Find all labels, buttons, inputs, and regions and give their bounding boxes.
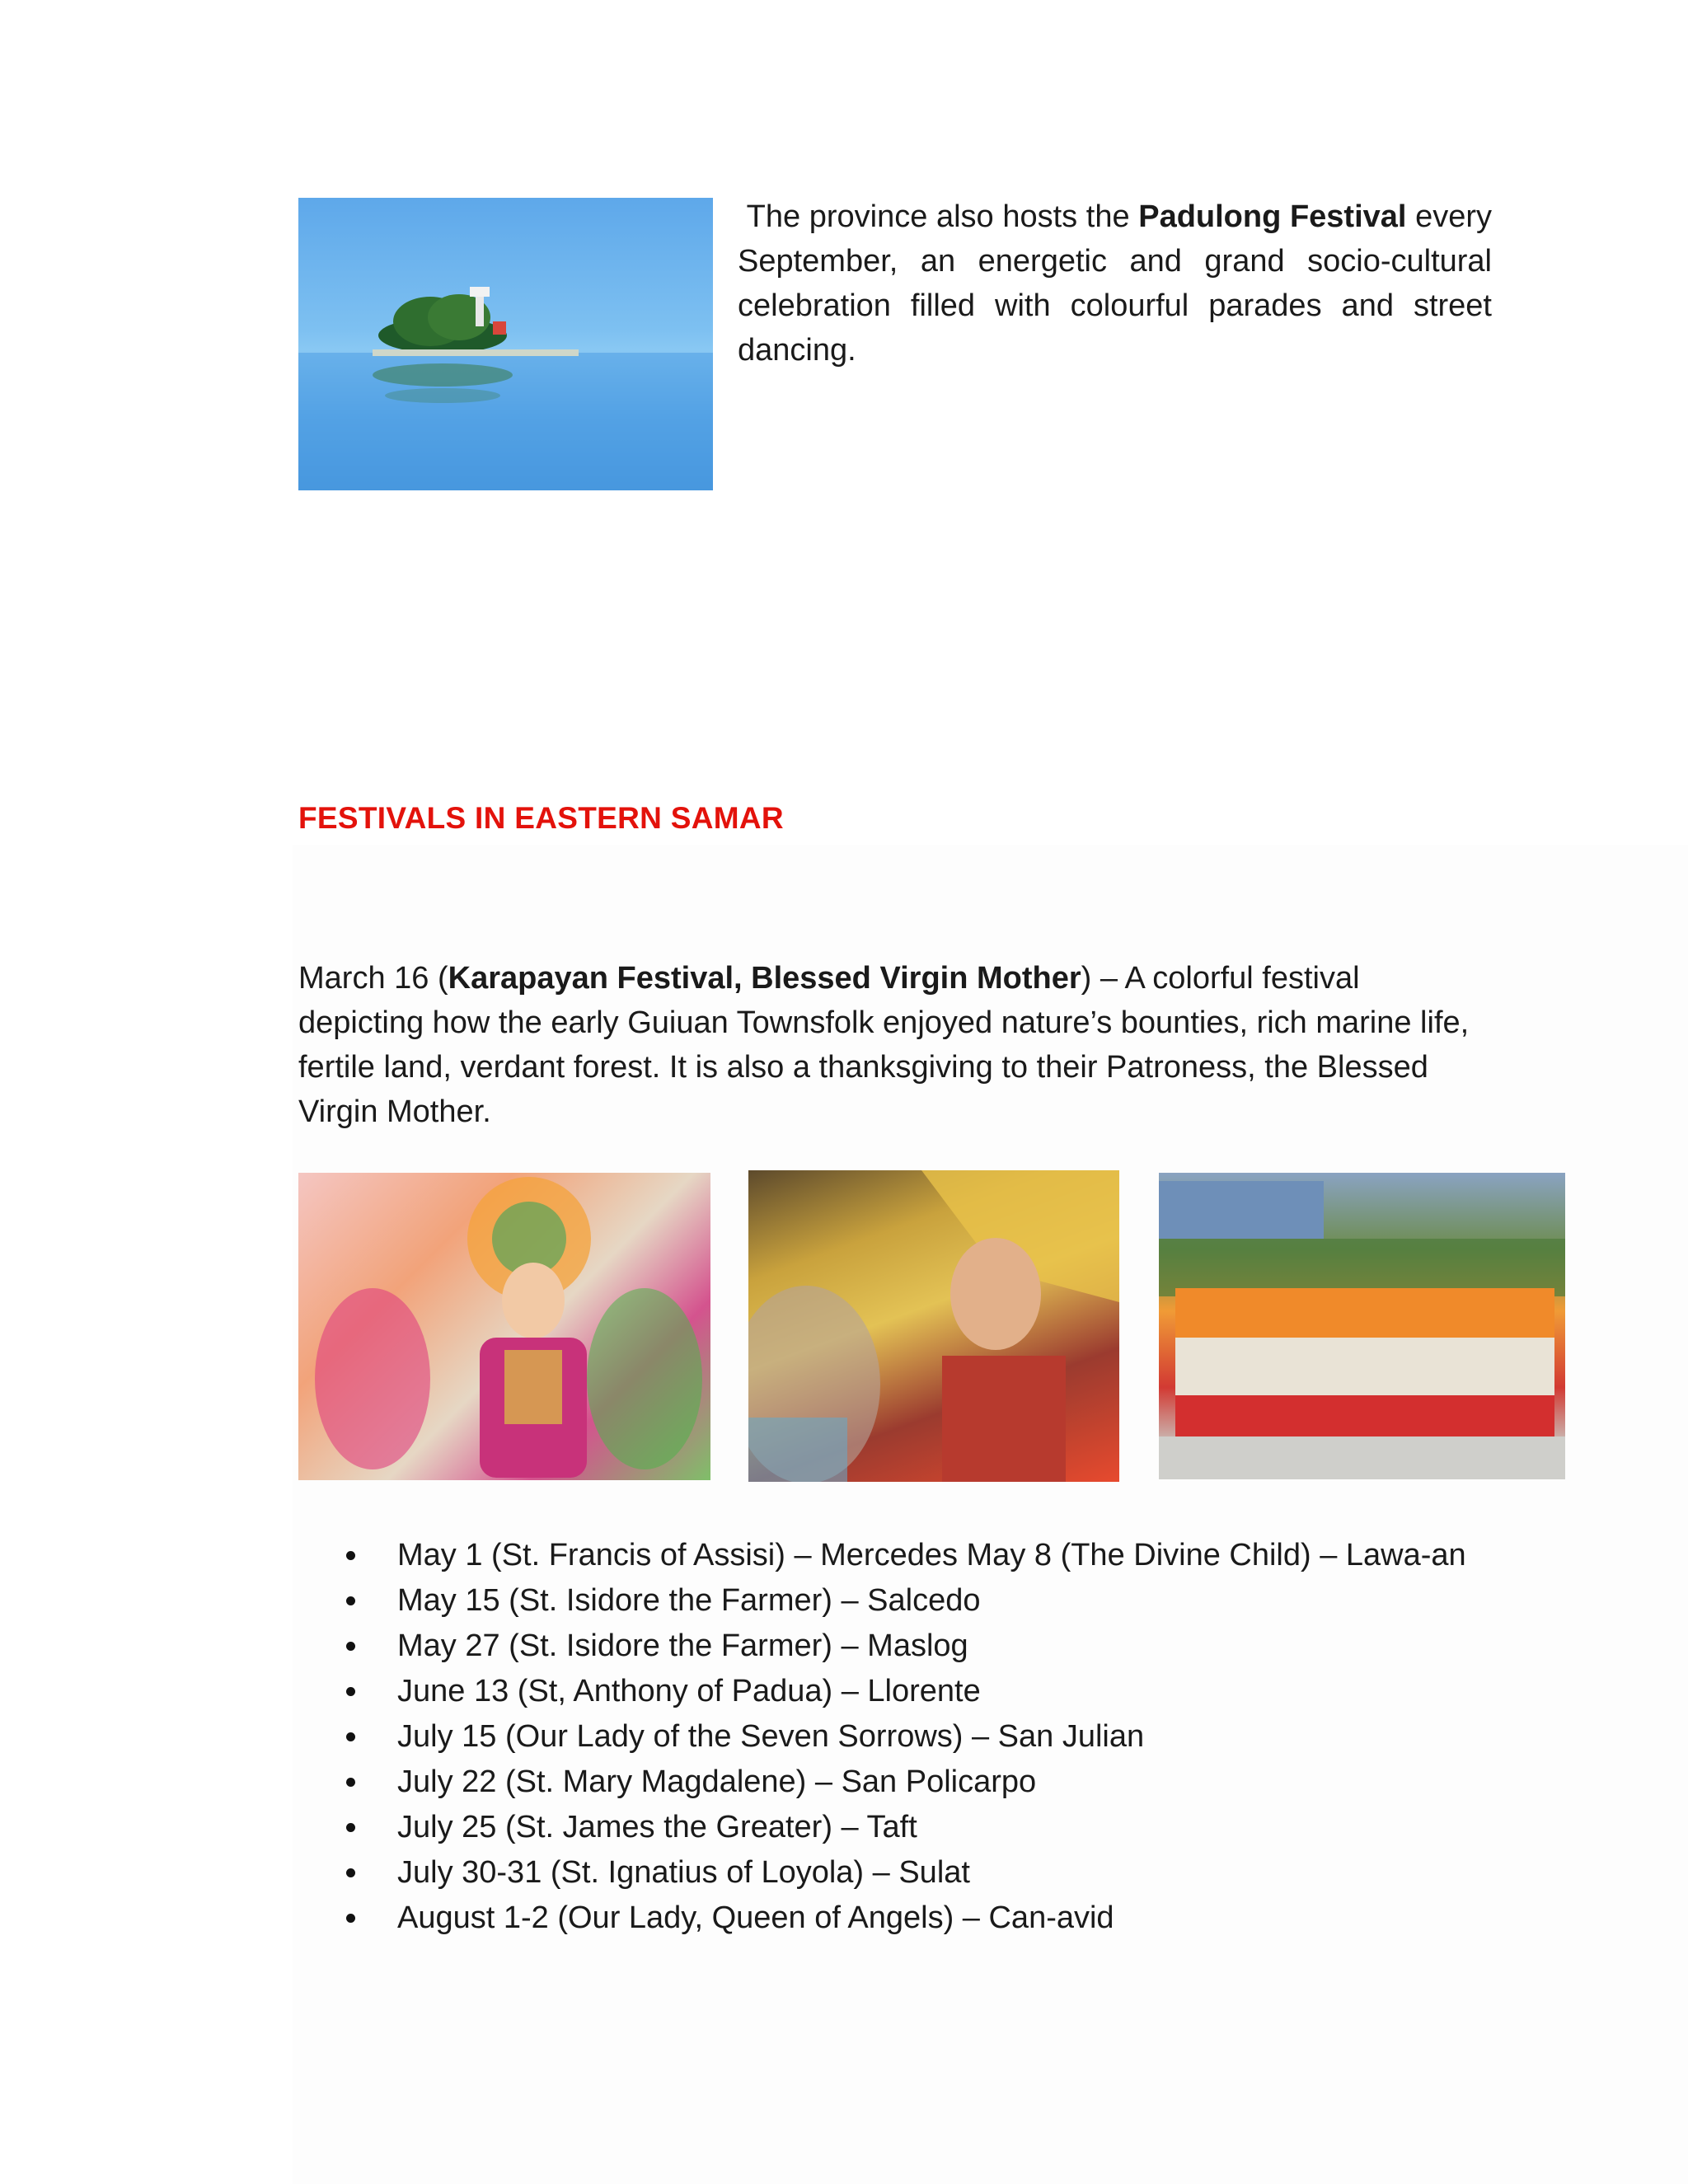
- karapayan-festival-name: Karapayan Festival, Blessed Virgin Mother: [448, 961, 1081, 996]
- karapayan-paragraph: [298, 956, 1485, 1134]
- list-item-text: June 13 (St, Anthony of Padua) – Llorente: [397, 1674, 981, 1708]
- list-item: [346, 1760, 1500, 1804]
- intro-paragraph: [738, 194, 1492, 373]
- festival-photo-1: [298, 1173, 710, 1480]
- festival-list: [346, 1533, 1500, 1941]
- bullet-icon: [346, 1642, 355, 1651]
- list-item-text: July 30-31 (St. Ignatius of Loyola) – Sulat: [397, 1855, 970, 1890]
- list-item-text: May 27 (St. Isidore the Farmer) – Maslog: [397, 1629, 968, 1663]
- bullet-icon: [346, 1551, 355, 1560]
- list-item-text: July 22 (St. Mary Magdalene) – San Policarpo: [397, 1765, 1037, 1799]
- festival-photo-2: [748, 1170, 1119, 1482]
- list-item: [346, 1533, 1500, 1577]
- list-item: [346, 1850, 1500, 1895]
- list-item-text: July 15 (Our Lady of the Seven Sorrows) – San Julian: [397, 1719, 1145, 1754]
- list-item: [346, 1714, 1500, 1759]
- list-item: [346, 1805, 1500, 1849]
- bullet-icon: [346, 1687, 355, 1696]
- bullet-icon: [346, 1914, 355, 1923]
- intro-text-before: The province also hosts the: [746, 199, 1139, 234]
- list-item: [346, 1669, 1500, 1713]
- list-item: [346, 1896, 1500, 1940]
- intro-festival-name: Padulong Festival: [1138, 199, 1407, 234]
- bullet-icon: [346, 1778, 355, 1787]
- section-heading: FESTIVALS IN EASTERN SAMAR: [298, 801, 784, 835]
- bullet-icon: [346, 1596, 355, 1605]
- karapayan-description: ) – A colorful festival depicting how the early Guiuan Townsfolk enjoyed nature’s bounties, rich marine life, fertile land, verdant forest. It is also a thanksgiving to their Patroness, the Blessed Virgin Mother.: [298, 961, 1470, 1129]
- list-item: [346, 1624, 1500, 1668]
- list-item-text: July 25 (St. James the Greater) – Taft: [397, 1810, 917, 1844]
- bullet-icon: [346, 1732, 355, 1741]
- list-item-text: August 1-2 (Our Lady, Queen of Angels) – Can-avid: [397, 1900, 1114, 1935]
- festival-photo-3: [1159, 1173, 1565, 1479]
- list-item-text: May 15 (St. Isidore the Farmer) – Salcedo: [397, 1583, 981, 1618]
- intro-text-after: every September, an energetic and grand socio-cultural celebration filled with colourful parades and street dancing.: [738, 199, 1493, 368]
- karapayan-date: March 16 (: [298, 961, 448, 996]
- island-photo: [298, 198, 713, 490]
- bullet-icon: [346, 1823, 355, 1832]
- list-item: [346, 1578, 1500, 1623]
- list-item-text: May 1 (St. Francis of Assisi) – Mercedes May 8 (The Divine Child) – Lawa-an: [397, 1538, 1466, 1572]
- bullet-icon: [346, 1868, 355, 1877]
